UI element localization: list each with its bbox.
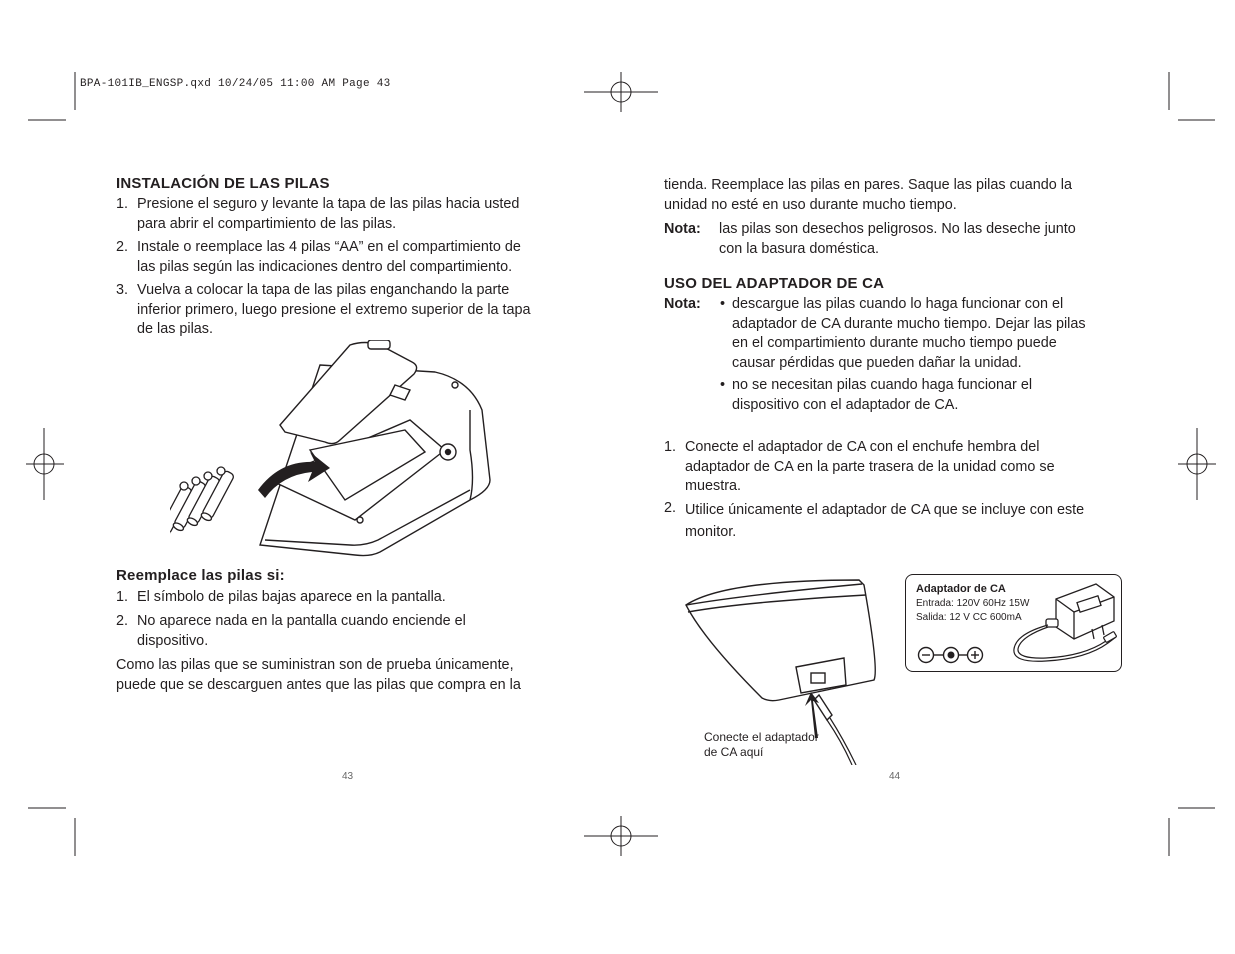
- adapter-box-title: Adaptador de CA: [916, 583, 1006, 595]
- paragraph-continuation: tienda. Reemplace las pilas en pares. Saque las pilas cuando la unidad no esté en uso durante mucho tiempo.: [664, 177, 1072, 213]
- section-title-adaptador: USO DEL ADAPTADOR DE CA: [664, 275, 885, 292]
- page-number: 43: [342, 771, 354, 782]
- ac-adapter-icon: [1006, 579, 1118, 667]
- battery-installation-illustration: [170, 340, 495, 558]
- paragraph-pilas-prueba: Como las pilas que se suministran son de prueba únicamente, puede que se descarguen antes que las pilas que compra en la: [116, 657, 521, 693]
- adapter-input-spec: Entrada: 120V 60Hz 15W: [916, 598, 1030, 609]
- section-title-instalacion: INSTALACIÓN DE LAS PILAS: [116, 175, 330, 192]
- adapter-info-box: [905, 574, 1122, 672]
- subsection-title-reemplace: Reemplace las pilas si:: [116, 567, 285, 584]
- caption-conecte-aqui: Conecte el adaptador de CA aquí: [704, 730, 819, 759]
- file-slug: BPA-101IB_ENGSP.qxd 10/24/05 11:00 AM Page 43: [80, 78, 391, 90]
- polarity-symbol-icon: [916, 645, 986, 665]
- adapter-output-spec: Salida: 12 V CC 600mA: [916, 612, 1022, 623]
- page-number: 44: [889, 771, 901, 782]
